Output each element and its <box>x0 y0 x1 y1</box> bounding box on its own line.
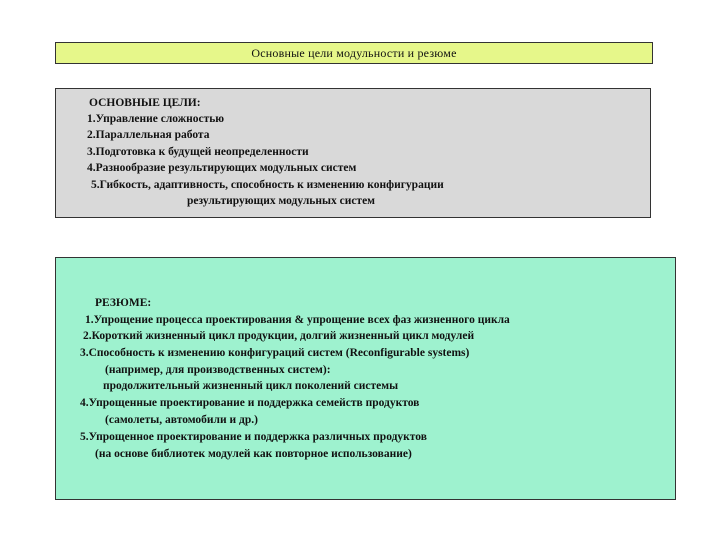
summary-item-continuation: (самолеты, автомобили и др.) <box>105 414 258 426</box>
goal-item: 3.Подготовка к будущей неопределенности <box>87 146 309 158</box>
summary-item: 4.Упрощенные проектирование и поддержка семейств продуктов <box>80 397 420 409</box>
summary-item: 1.Упрощение процесса проектирования & упрощение всех фаз жизненного цикла <box>85 314 510 326</box>
goals-panel <box>55 88 651 218</box>
summary-panel <box>55 257 676 500</box>
summary-item-continuation: (например, для производственных систем): <box>105 364 331 376</box>
summary-item-continuation: продолжительный жизненный цикл поколений системы <box>103 380 399 392</box>
summary-item: 5.Упрощенное проектирование и поддержка различных продуктов <box>80 431 427 443</box>
goal-item: 5.Гибкость, адаптивность, способность к изменению конфигурации <box>91 179 444 191</box>
slide-title: Основные цели модульности и резюме <box>55 42 653 64</box>
summary-item: 3.Способность к изменению конфигураций систем (Reconfigurable systems) <box>80 347 470 359</box>
summary-heading: РЕЗЮМЕ: <box>95 297 152 309</box>
goal-item: 2.Параллельная работа <box>87 129 210 141</box>
goal-item-continuation: результирующих модульных систем <box>187 195 376 207</box>
summary-item-continuation: (на основе библиотек модулей как повторное использование) <box>95 448 412 460</box>
goal-item: 1.Управление сложностью <box>87 113 225 125</box>
goal-item: 4.Разнообразие результирующих модульных систем <box>87 162 357 174</box>
summary-item: 2.Короткий жизненный цикл продукции, долгий жизненный цикл модулей <box>83 330 475 342</box>
goals-heading: ОСНОВНЫЕ ЦЕЛИ: <box>89 97 201 109</box>
